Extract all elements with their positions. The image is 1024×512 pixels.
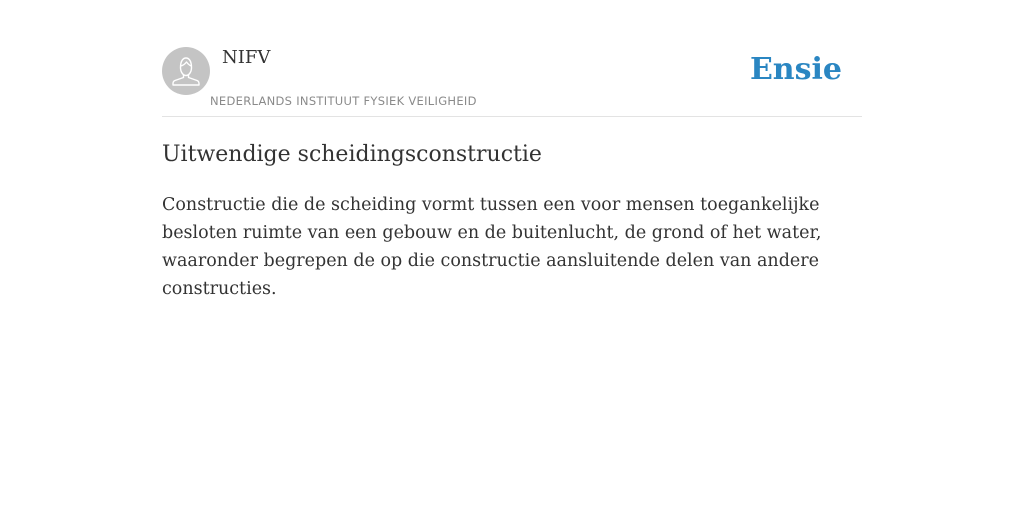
user-silhouette-icon [162,47,210,95]
author-avatar[interactable] [162,47,210,95]
term-title: Uitwendige scheidingsconstructie [162,142,542,167]
author-subtitle: NEDERLANDS INSTITUUT FYSIEK VEILIGHEID [210,94,477,108]
entry-content [162,140,862,303]
term-definition: Constructie die de scheiding vormt tussen een voor mensen toegankelijke besloten ruimte van een gebouw en de buitenlucht, de grond of het water, waaronder begrepen de op die constructie aansluitende delen van andere constructies. [162,195,822,299]
author-name[interactable]: NIFV [222,47,271,68]
brand-logo[interactable]: Ensie [749,52,842,87]
header [162,0,862,117]
